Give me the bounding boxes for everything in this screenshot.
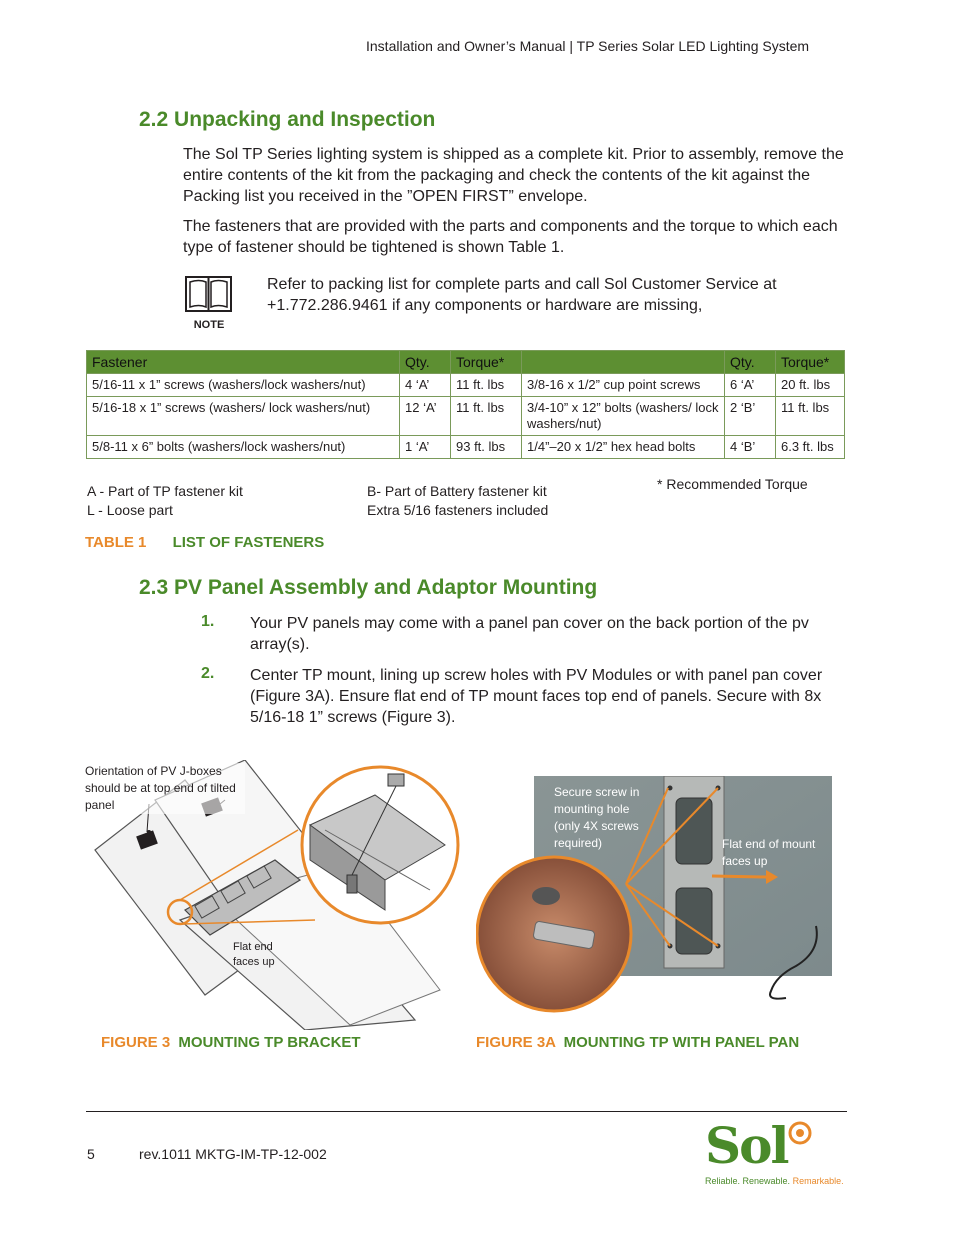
table-caption [85,534,324,551]
legend-extra: Extra 5/16 fasteners included [367,502,549,518]
table-cell: 6.3 ft. lbs [776,436,845,459]
figure-3a-caption-text: MOUNTING TP WITH PANEL PAN [563,1034,800,1051]
fasteners-paragraph: The fasteners that are provided with the parts and components and the torque to which each type of fastener should be tightened is shown Table 1. [183,218,838,256]
figure-3a-secure-label: Secure screw in mounting hole (only 4X screws required) [554,785,640,850]
table-row [87,397,845,436]
logo-tagline [705,1176,844,1186]
figure-3a-image [476,776,851,1016]
figure-3-caption [101,1034,361,1051]
figure-3a-flat-end-label: Flat end of mount faces up [722,837,816,868]
figure-3-orientation-label: Orientation of PV J-boxes should be at top end of tilted panel [85,763,245,814]
legend-a: A - Part of TP fastener kit [87,483,243,499]
table-header-cell: Fastener [87,351,400,374]
list-item: Center TP mount, lining up screw holes with PV Modules or with panel pan cover (Figure 3A). Ensure flat end of TP mount faces top end of panels. Secure with 8x 5/16-18 1” screws (Figure 3). [250,667,823,726]
table-caption-number: TABLE 1 [85,534,147,551]
sol-logo [705,1118,850,1190]
table-header-cell: Torque* [776,351,845,374]
table-cell: 20 ft. lbs [776,374,845,397]
table-cell: 6 ‘A’ [725,374,776,397]
list-number: 1. [201,613,215,630]
note-label: NOTE [193,319,225,331]
list-number: 2. [201,665,215,682]
sun-icon [787,1120,813,1146]
table-row [87,374,845,397]
table-cell: 5/16-18 x 1” screws (washers/ lock washers/nut) [87,397,400,436]
table-cell: 5/8-11 x 6” bolts (washers/lock washers/nut) [87,436,400,459]
running-header: Installation and Owner’s Manual | TP Series Solar LED Lighting System [366,38,810,54]
figure-3a-caption-number: FIGURE 3A [476,1034,556,1051]
tagline-part-a: Reliable. Renewable. [705,1176,791,1186]
tagline-part-b: Remarkable. [792,1176,844,1186]
legend-b: B- Part of Battery fastener kit [367,483,547,499]
figure-3-caption-number: FIGURE 3 [101,1034,171,1051]
table-row [87,436,845,459]
intro-paragraph: The Sol TP Series lighting system is shipped as a complete kit. Prior to assembly, remove the entire contents of the kit from the packaging and check the contents of the kit against the Packing list you received in the ”OPEN FIRST” envelope. [183,146,844,205]
table-cell: 1 ‘A’ [400,436,451,459]
section-heading-2-2: 2.2 Unpacking and Inspection [139,108,436,131]
table-cell: 5/16-11 x 1” screws (washers/lock washers/nut) [87,374,400,397]
figure-3-caption-text: MOUNTING TP BRACKET [178,1034,361,1051]
footer-rule [86,1111,847,1112]
table-cell: 1/4”–20 x 1/2” hex head bolts [522,436,725,459]
fasteners-table [86,350,845,459]
table-cell: 93 ft. lbs [451,436,522,459]
table-cell: 4 ‘A’ [400,374,451,397]
recommended-torque-note: * Recommended Torque [657,476,808,492]
table-cell: 11 ft. lbs [451,397,522,436]
table-cell: 2 ‘B’ [725,397,776,436]
table-header-row [87,351,845,374]
table-header-cell [522,351,725,374]
section-heading-2-3: 2.3 PV Panel Assembly and Adaptor Mounting [139,576,598,599]
page-number: 5 [87,1146,95,1162]
table-cell: 3/8-16 x 1/2” cup point screws [522,374,725,397]
note-text: Refer to packing list for complete parts and call Sol Customer Service at +1.772.286.9461 if any components or hardware are missing, [267,276,777,314]
note-book-icon [184,274,234,330]
table-cell: 11 ft. lbs [451,374,522,397]
table-header-cell: Qty. [725,351,776,374]
figure-3-flat-end-label: Flat end faces up [233,941,275,968]
table-cell: 12 ‘A’ [400,397,451,436]
table-cell: 11 ft. lbs [776,397,845,436]
table-header-cell: Torque* [451,351,522,374]
table-cell: 4 ‘B’ [725,436,776,459]
table-caption-text: LIST OF FASTENERS [172,534,325,551]
list-item: Your PV panels may come with a panel pan cover on the back portion of the pv array(s). [250,615,809,653]
table-header-cell: Qty. [400,351,451,374]
logo-text: Sol [705,1116,788,1175]
table-cell: 3/4-10” x 12” bolts (washers/ lock washers/nut) [522,397,725,436]
figure-3a-caption [476,1034,799,1051]
legend-l: L - Loose part [87,502,173,518]
revision-code: rev.1011 MKTG-IM-TP-12-002 [139,1146,327,1162]
